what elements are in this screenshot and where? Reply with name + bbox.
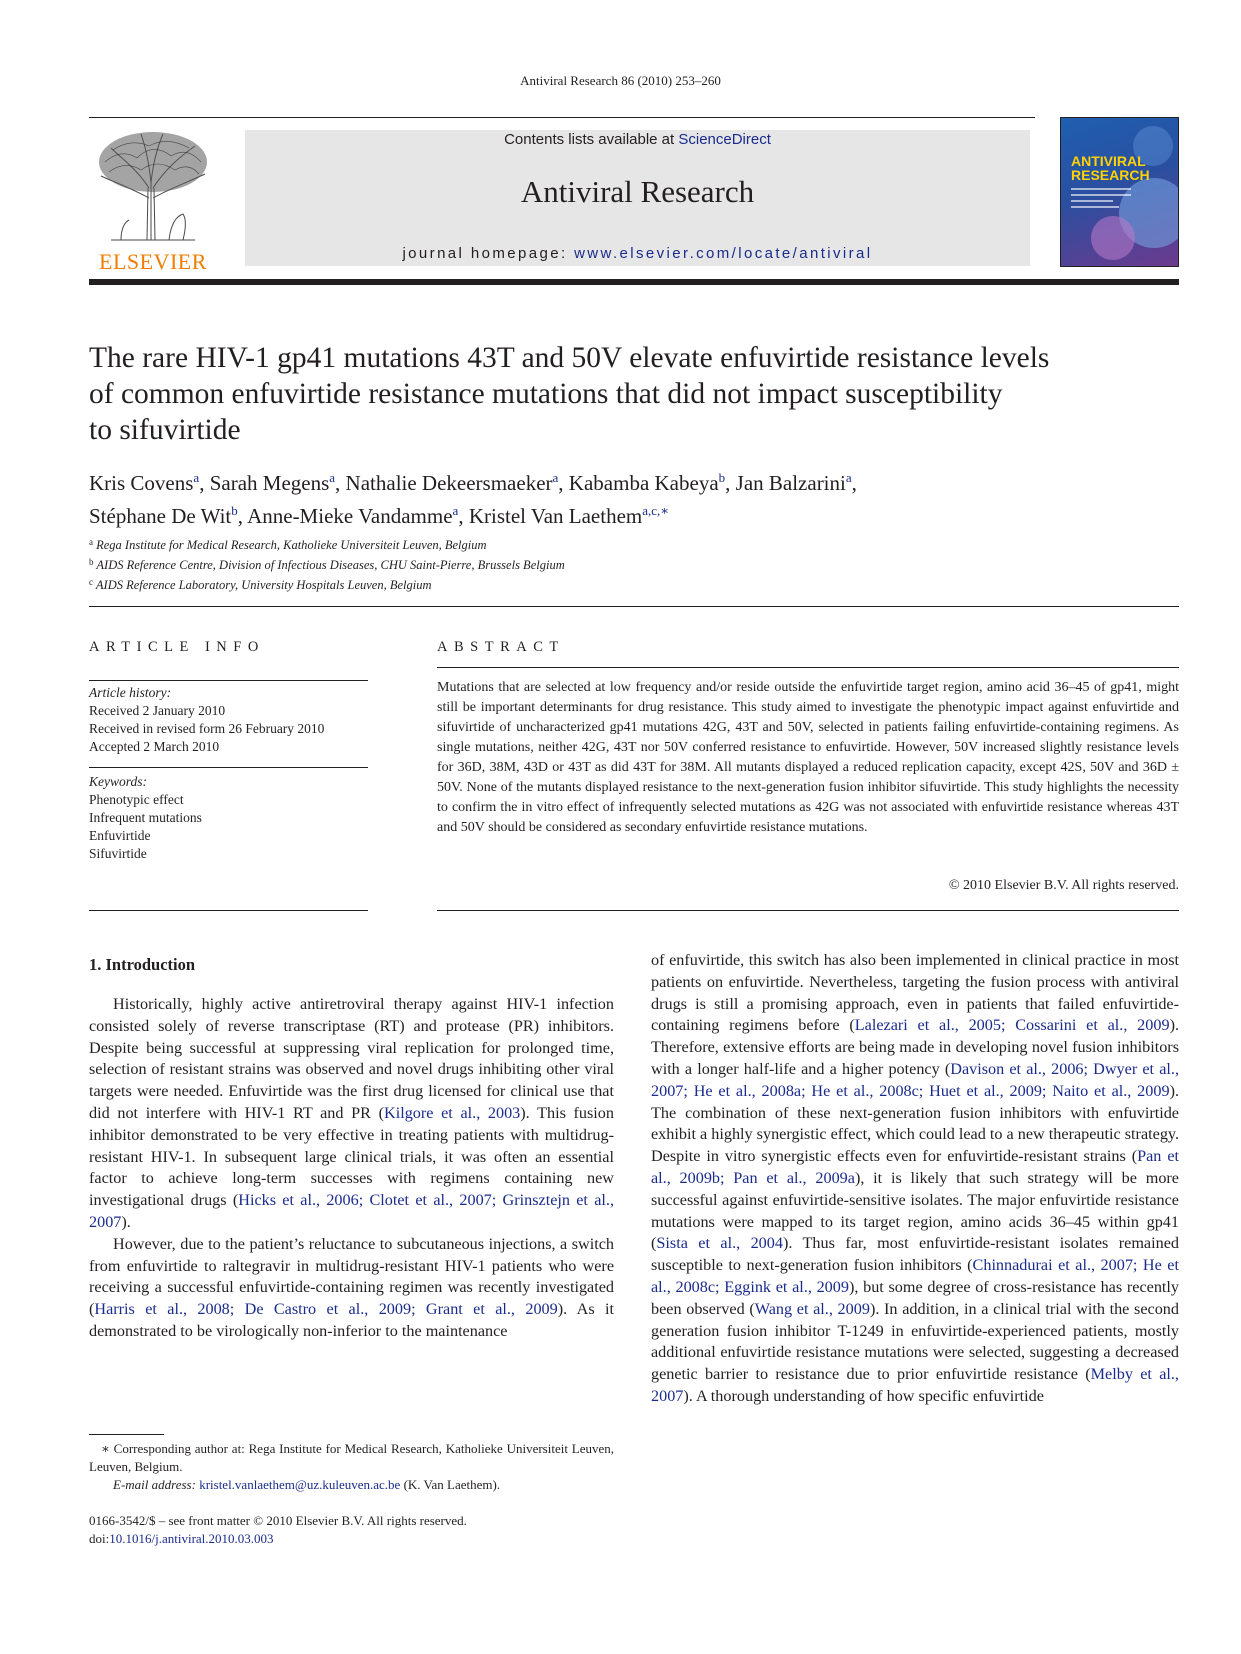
author-name: Kristel Van Laethem	[468, 504, 643, 528]
abstract-heading: ABSTRACT	[437, 639, 565, 655]
affiliation-text: AIDS Reference Laboratory, University Hospitals Leuven, Belgium	[95, 578, 432, 592]
title-line: of common enfuvirtide resistance mutations that did not impact susceptibility	[89, 378, 1003, 410]
history-item: Received 2 January 2010	[89, 703, 226, 718]
author-name: Jan Balzarini	[735, 471, 846, 495]
affiliations	[89, 534, 1089, 594]
article-title	[89, 340, 1189, 448]
cover-cell-graphic	[1091, 216, 1135, 260]
cover-title: ANTIVIRAL RESEARCH	[1071, 153, 1150, 183]
author-line	[89, 464, 1189, 497]
left-column	[89, 994, 614, 1343]
citation-link[interactable]: Sista et al., 2004	[656, 1234, 783, 1253]
author-separator: ,	[335, 471, 346, 495]
section-heading: 1. Introduction	[89, 955, 196, 974]
author-name: Nathalie Dekeersmaeker	[345, 471, 553, 495]
doi-prefix: doi:	[89, 1531, 110, 1546]
right-column	[651, 950, 1179, 1408]
author-line	[89, 497, 1189, 530]
citation-link[interactable]: Hicks et al., 2006; Clotet et al., 2007; Grinsztejn et al., 2007	[89, 1191, 614, 1231]
article-info-rule	[89, 910, 368, 911]
author-affiliation-mark[interactable]: b	[718, 470, 726, 485]
contents-prefix: Contents lists available at	[504, 131, 679, 148]
header-rule	[89, 117, 1035, 118]
journal-cover-image[interactable]	[1060, 117, 1179, 267]
email-link[interactable]: kristel.vanlaethem@uz.kuleuven.ac.be	[199, 1477, 401, 1492]
citation-link[interactable]: Davison et al., 2006; Dwyer et al., 2007; He et al., 2008a; He et al., 2008c; Huet et al., 2009; Naito et al., 2009	[651, 1059, 1179, 1100]
author-affiliation-mark[interactable]: a,c,∗	[642, 503, 670, 518]
author-separator: ,	[237, 504, 248, 528]
author-affiliation-mark[interactable]: a	[452, 503, 459, 518]
section-rule	[89, 606, 1179, 607]
contents-line	[245, 130, 1030, 148]
abstract-text: Mutations that are selected at low frequency and/or reside outside the enfuvirtide target region, amino acid 36–45 of gp41, might still be important determinants for drug resistance. This study aimed to investigate the phenotypic impact against enfuvirtide and sifuvirtide of uncharacterized gp41 mutations 42G, 43T and 50V, selected in patients failing enfuvirtide-containing regimens. As single mutations, neither 42G, 43T nor 50V conferred resistance to enfuvirtide. However, 50V increased slightly resistance levels for 36D, 38M, 43D or 43T as did 43T for 38M. All mutants displayed a reduced replication capacity, except 42S, 50V and 36D ± 50V. None of the mutants displayed resistance to the next-generation fusion inhibitor sifuvirtide. This study highlights the necessity to confirm the in vitro effect of infrequently selected mutations as 42G was not associated with enfuvirtide resistance whereas 43T and 50V should be considered as secondary enfuvirtide resistance mutations.	[437, 680, 1179, 835]
journal-masthead	[245, 130, 1030, 266]
sciencedirect-link[interactable]: ScienceDirect	[678, 131, 771, 148]
homepage-line	[245, 245, 1030, 262]
email-suffix: (K. Van Laethem).	[400, 1477, 501, 1492]
author-affiliation-mark[interactable]: b	[231, 503, 238, 518]
doi-link[interactable]: 10.1016/j.antiviral.2010.03.003	[109, 1531, 274, 1546]
journal-title: Antiviral Research	[520, 174, 755, 209]
footnote-rule	[89, 1434, 164, 1435]
email-label: E-mail address:	[113, 1477, 196, 1492]
keywords-label: Keywords:	[89, 774, 147, 789]
citation-link[interactable]: Kilgore et al., 2003	[384, 1103, 521, 1122]
history-label: Article history:	[89, 685, 172, 700]
keyword: Sifuvirtide	[89, 846, 147, 861]
abstract-rule	[437, 667, 1179, 668]
issn-line: 0166-3542/$ – see front matter © 2010 Elsevier B.V. All rights reserved.	[89, 1513, 467, 1528]
cover-text-lines	[1071, 188, 1131, 212]
author-affiliation-mark[interactable]: a	[845, 470, 852, 485]
header-thick-rule	[89, 279, 1179, 285]
doi-line	[89, 1530, 614, 1548]
affiliation-key: c	[89, 577, 93, 587]
elsevier-tree-icon	[91, 128, 215, 246]
author-list	[89, 464, 1189, 530]
affiliation	[89, 554, 1089, 574]
author-affiliation-mark[interactable]: a	[552, 470, 559, 485]
keywords	[89, 773, 368, 863]
affiliation-text: AIDS Reference Centre, Division of Infectious Diseases, CHU Saint-Pierre, Brussels Belgium	[96, 558, 565, 572]
citation-link[interactable]: Lalezari et al., 2005; Cossarini et al., 2009	[854, 1016, 1170, 1035]
elsevier-logo[interactable]	[89, 128, 217, 274]
footnotes	[89, 1440, 614, 1494]
author-separator: ,	[199, 471, 210, 495]
article-history	[89, 684, 368, 756]
paragraph: However, due to the patient’s reluctance to subcutaneous injections, a switch from enfuvirtide to raltegravir in multidrug-resistant HIV-1 patients who were receiving a successful enfuvirtide-containing regimen was recently investigated (Harris et al., 2008; De Castro et al., 2009; Grant et al., 2009). As it demonstrated to be virologically non-inferior to the maintenance	[89, 1234, 614, 1340]
article-info-heading: ARTICLE INFO	[89, 639, 265, 655]
author-separator: ,	[558, 471, 569, 495]
author-name: Kabamba Kabeya	[568, 471, 719, 495]
author-separator: ,	[458, 504, 469, 528]
citation-link[interactable]: Pan et al., 2009b; Pan et al., 2009a	[651, 1147, 1180, 1187]
paragraph: of enfuvirtide, this switch has also been implemented in clinical practice in most patients on enfuvirtide. Nevertheless, targeting the fusion process with antiviral drugs is still a promising approach, even in patients that failed enfuvirtide-containing regimens before (Lalezari et al., 2005; Cossarini et al., 2009). Therefore, extensive efforts are being made in developing novel fusion inhibitors with a longer half-life and a higher potency (Davison et al., 2006; Dwyer et al., 2007; He et al., 2008a; He et al., 2008c; Huet et al., 2009; Naito et al., 2009). The combination of these next-generation fusion inhibitors with enfuvirtide exhibit a highly synergistic effect, which could lead to a new therapeutic strategy. Despite in vitro synergistic effects even for enfuvirtide-resistant strains (Pan et al., 2009b; Pan et al., 2009a), it is likely that such strategy will be more successful against enfuvirtide-sensitive isolates. The major enfuvirtide resistance mutations were mapped to its target region, amino acids 36–45 within gp41 (Sista et al., 2004). Thus far, most enfuvirtide-resistant isolates remained susceptible to next-generation fusion inhibitors (Chinnadurai et al., 2007; He et al., 2008c; Eggink et al., 2009), but some degree of cross-resistance has recently been observed (Wang et al., 2009). In addition, in a clinical trial with the second generation fusion inhibitor T-1249 in enfuvirtide-experienced patients, mostly additional enfuvirtide resistance mutations were selected, suggesting a decreased genetic barrier to resistance due to prior enfuvirtide resistance (Melby et al., 2007). A thorough understanding of how specific enfuvirtide	[651, 951, 1180, 1405]
author-name: Sarah Megens	[209, 471, 330, 495]
article-info-rule	[89, 680, 368, 681]
journal-citation: Antiviral Research 86 (2010) 253–260	[520, 73, 721, 88]
author-name: Anne-Mieke Vandamme	[247, 504, 453, 528]
corresponding-author-note	[89, 1440, 614, 1476]
abstract-copyright: © 2010 Elsevier B.V. All rights reserved.	[948, 878, 1179, 893]
author-separator: ,	[725, 471, 736, 495]
author-affiliation-mark[interactable]: a	[329, 470, 336, 485]
homepage-link[interactable]: www.elsevier.com/locate/antiviral	[574, 245, 873, 262]
homepage-prefix: journal homepage:	[402, 245, 575, 262]
title-line: to sifuvirtide	[89, 414, 241, 446]
author-separator: ,	[851, 471, 857, 495]
history-item: Accepted 2 March 2010	[89, 739, 220, 754]
citation-link[interactable]: Chinnadurai et al., 2007; He et al., 2008c; Eggink et al., 2009	[651, 1256, 1179, 1296]
paragraph: Historically, highly active antiretroviral therapy against HIV-1 infection consisted solely of reverse transcriptase (RT) and protease (PR) inhibitors. Despite being successful at suppressing viral replication for prolonged time, selection of resistant strains was observed and novel drugs inhibiting other viral targets were needed. Enfuvirtide was the first drug licensed for clinical use that did not interfere with HIV-1 RT and PR (Kilgore et al., 2003). This fusion inhibitor demonstrated to be very effective in treating patients with multidrug-resistant HIV-1. In subsequent large clinical trials, it was often an essential factor to achieve long-term successes with regimens containing new investigational drugs (Hicks et al., 2006; Clotet et al., 2007; Grinsztejn et al., 2007).	[89, 995, 614, 1231]
affiliation-key: a	[89, 537, 93, 547]
history-item: Received in revised form 26 February 2010	[89, 721, 325, 736]
citation-link[interactable]: Melby et al., 2007	[651, 1365, 1179, 1405]
title-line: The rare HIV-1 gp41 mutations 43T and 50V elevate enfuvirtide resistance levels	[89, 342, 1050, 374]
affiliation	[89, 534, 1089, 554]
article-info-rule	[89, 767, 368, 768]
corresponding-text: Corresponding author at: Rega Institute for Medical Research, Katholieke Universiteit Leuven, Leuven, Belgium.	[89, 1441, 614, 1474]
author-name: Kris Covens	[89, 471, 194, 495]
author-name: Stéphane De Wit	[89, 504, 232, 528]
affiliation	[89, 574, 1089, 594]
email-note	[89, 1476, 614, 1494]
front-matter	[89, 1512, 614, 1548]
author-affiliation-mark[interactable]: a	[193, 470, 200, 485]
keyword: Infrequent mutations	[89, 810, 202, 825]
keyword: Phenotypic effect	[89, 792, 184, 807]
abstract-rule	[437, 910, 1179, 911]
citation-link[interactable]: Harris et al., 2008; De Castro et al., 2009; Grant et al., 2009	[94, 1300, 558, 1319]
affiliation-text: Rega Institute for Medical Research, Katholieke Universiteit Leuven, Belgium	[96, 538, 487, 552]
citation-link[interactable]: Wang et al., 2009	[754, 1299, 870, 1318]
elsevier-wordmark: ELSEVIER	[99, 249, 207, 274]
affiliation-key: b	[89, 557, 94, 567]
footnote-marker: ∗	[101, 1441, 110, 1456]
keyword: Enfuvirtide	[89, 828, 151, 843]
